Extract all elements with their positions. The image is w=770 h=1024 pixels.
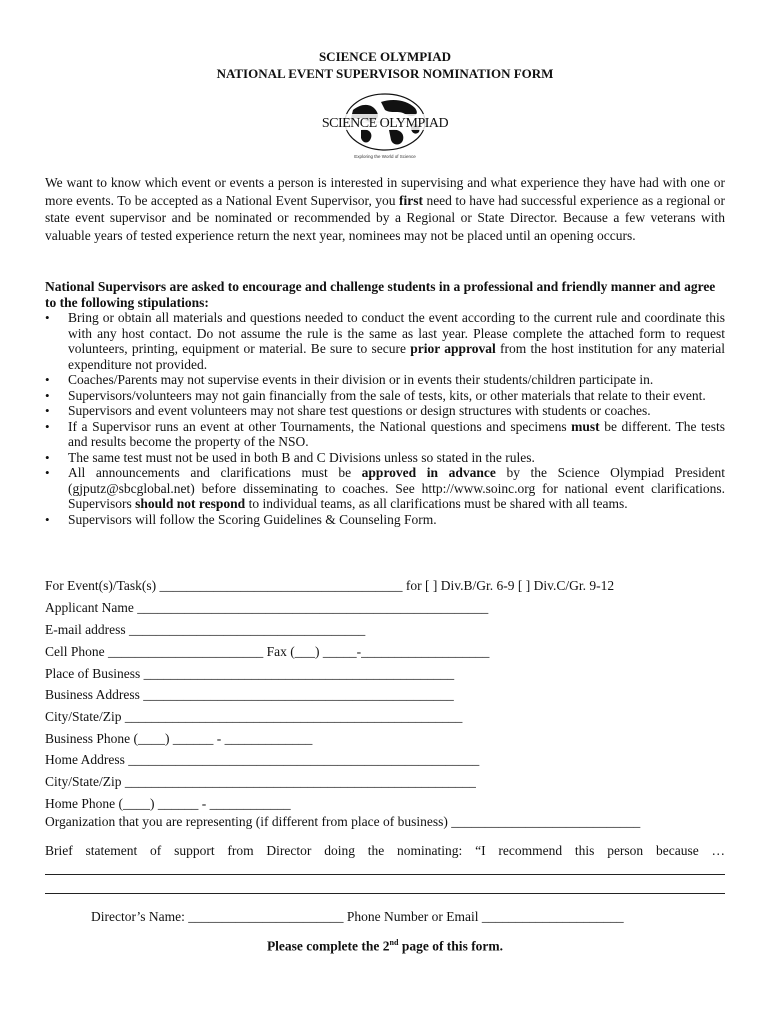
list-item: • Supervisors/volunteers may not gain financially from the sale of tests, kits, or other materials that relate to their event. — [45, 387, 706, 403]
director-name-field[interactable]: Director’s Name: _______________________ Phone Number or Email _____________________ — [91, 909, 624, 924]
intro-paragraph: We want to know which event or events a person is interested in supervising and what experience they have had with one or more events. To be accepted as a National Event Supervisor, you first need to have had successful experience as a regional or state event supervisor and be nominated or recommended by a Regional or State Director. Because a few veterans with valuable years of tested experience return the next year, nominees may not be placed until an opening occurs. — [45, 175, 726, 243]
list-item: • Bring or obtain all materials and questions needed to conduct the event according to the current rule and coordinate this with any host contact. Do not assume the rule is the same as last year. Please complete the attached form to request volunteers, printing, equipment or material. Be sure to secure prior approval from the host institution for any material expenditure not provided. — [45, 310, 725, 372]
list-item: • Coaches/Parents may not supervise events in their division or in events their students/children participate in. — [45, 372, 654, 387]
stipulations-heading: National Supervisors are asked to encourage and challenge students in a professional and friendly manner and agree to the following stipulations: — [45, 279, 716, 310]
bullet-icon: • — [45, 403, 50, 418]
applicant-name-field[interactable]: Applicant Name ____________________________________________________ — [45, 600, 489, 615]
list-item: • If a Supervisor runs an event at other Tournaments, the National questions and specimens must be different. The tests and results become the property of the NSO. — [45, 418, 726, 449]
statement-line-2[interactable] — [45, 893, 725, 894]
globe-logo-icon — [315, 90, 455, 162]
organization-field[interactable]: Organization that you are representing (if different from place of business) ____________________________ — [45, 814, 641, 829]
bullet-icon: • — [45, 372, 50, 387]
statement-line-1[interactable] — [45, 874, 725, 875]
home-city-field[interactable]: City/State/Zip ____________________________________________________ — [45, 774, 476, 789]
logo-wordmark: SCIENCE OLYMPIAD — [321, 116, 449, 131]
business-phone-field[interactable]: Business Phone (____) ______ - _____________ — [45, 731, 313, 746]
list-item: • All announcements and clarifications must be approved in advance by the Science Olympiad President (gjputz@sbcglobal.net) before disseminating to coaches. See http://www.soinc.org for national event clarifications. Supervisors should not respond to individual teams, as all clarifications must be shared with all teams. — [45, 465, 725, 511]
list-item: • Supervisors and event volunteers may not share test questions or design structures with students or coaches. — [45, 403, 651, 418]
logo-tagline: Exploring the World of Science — [354, 154, 416, 159]
list-item: • Supervisors will follow the Scoring Guidelines & Counseling Form. — [45, 511, 437, 527]
closing-note: Please complete the 2nd page of this form. — [266, 938, 504, 954]
bullet-icon: • — [45, 310, 50, 325]
events-field[interactable]: For Event(s)/Task(s) ____________________________________ for [ ] Div.B/Gr. 6-9 [ ] Div.C/Gr. 9-12 — [45, 578, 615, 593]
cell-fax-field[interactable]: Cell Phone _______________________ Fax (___) _____-___________________ — [45, 644, 490, 659]
stipulations-list — [45, 310, 725, 527]
email-field[interactable]: E-mail address ___________________________________ — [45, 622, 366, 637]
place-of-business-field[interactable]: Place of Business ______________________________________________ — [45, 666, 455, 681]
home-phone-field[interactable]: Home Phone (____) ______ - ____________ — [45, 796, 291, 811]
director-statement-label: Brief statement of support from Director doing the nominating: “I recommend this person because … — [45, 843, 725, 858]
form-title: NATIONAL EVENT SUPERVISOR NOMINATION FORM — [216, 66, 554, 81]
bullet-icon: • — [45, 511, 50, 527]
list-item: • The same test must not be used in both B and C Divisions unless so stated in the rules. — [45, 449, 535, 465]
bullet-icon: • — [45, 387, 50, 403]
bullet-icon: • — [45, 449, 50, 465]
business-city-field[interactable]: City/State/Zip __________________________________________________ — [45, 709, 463, 724]
bullet-icon: • — [45, 418, 50, 434]
form-title-org: SCIENCE OLYMPIAD — [318, 49, 452, 64]
bullet-icon: • — [45, 465, 50, 480]
business-address-field[interactable]: Business Address ______________________________________________ — [45, 687, 454, 702]
home-address-field[interactable]: Home Address ____________________________________________________ — [45, 752, 480, 767]
